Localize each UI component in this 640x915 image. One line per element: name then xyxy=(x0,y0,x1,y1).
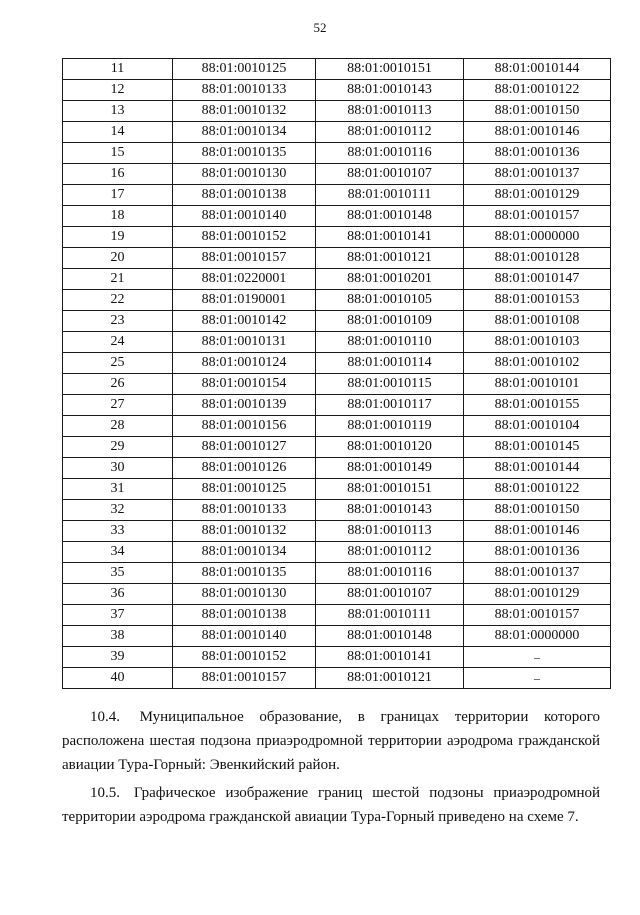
table-row xyxy=(63,269,611,290)
cadastral-number-cell: 88:01:0010136 xyxy=(464,143,611,164)
row-number-cell: 30 xyxy=(63,458,173,479)
cadastral-number-cell: 88:01:0010124 xyxy=(173,353,316,374)
row-number-cell: 29 xyxy=(63,437,173,458)
cadastral-number-cell: – xyxy=(464,668,611,689)
table-row xyxy=(63,668,611,689)
table-row xyxy=(63,59,611,80)
row-number-cell: 16 xyxy=(63,164,173,185)
cadastral-number-cell: 88:01:0010130 xyxy=(173,164,316,185)
cadastral-number-cell: 88:01:0010132 xyxy=(173,521,316,542)
cadastral-number-cell: 88:01:0010102 xyxy=(464,353,611,374)
row-number-cell: 24 xyxy=(63,332,173,353)
cadastral-number-cell: 88:01:0010157 xyxy=(464,605,611,626)
cadastral-number-cell: 88:01:0010121 xyxy=(316,668,464,689)
row-number-cell: 39 xyxy=(63,647,173,668)
row-number-cell: 27 xyxy=(63,395,173,416)
cadastral-number-cell: 88:01:0010144 xyxy=(464,458,611,479)
cadastral-number-cell: 88:01:0010157 xyxy=(173,668,316,689)
row-number-cell: 22 xyxy=(63,290,173,311)
cadastral-number-cell: 88:01:0010131 xyxy=(173,332,316,353)
cadastral-number-cell: 88:01:0010140 xyxy=(173,206,316,227)
cadastral-number-cell: 88:01:0010116 xyxy=(316,143,464,164)
table-row xyxy=(63,563,611,584)
cadastral-number-cell: 88:01:0010103 xyxy=(464,332,611,353)
cadastral-number-cell: 88:01:0010133 xyxy=(173,500,316,521)
cadastral-number-cell: 88:01:0010120 xyxy=(316,437,464,458)
row-number-cell: 38 xyxy=(63,626,173,647)
cadastral-number-cell: 88:01:0010112 xyxy=(316,542,464,563)
cadastral-number-cell: 88:01:0010148 xyxy=(316,206,464,227)
cadastral-number-cell: 88:01:0010141 xyxy=(316,647,464,668)
cadastral-number-cell: 88:01:0010144 xyxy=(464,59,611,80)
row-number-cell: 37 xyxy=(63,605,173,626)
cadastral-number-cell: 88:01:0010152 xyxy=(173,647,316,668)
row-number-cell: 21 xyxy=(63,269,173,290)
cadastral-number-cell: 88:01:0010146 xyxy=(464,521,611,542)
row-number-cell: 13 xyxy=(63,101,173,122)
cadastral-number-cell: 88:01:0010115 xyxy=(316,374,464,395)
cadastral-number-cell: 88:01:0010157 xyxy=(173,248,316,269)
cadastral-number-cell: 88:01:0010152 xyxy=(173,227,316,248)
cadastral-number-cell: 88:01:0010137 xyxy=(464,164,611,185)
cadastral-number-cell: 88:01:0010126 xyxy=(173,458,316,479)
cadastral-number-cell: 88:01:0010110 xyxy=(316,332,464,353)
cadastral-number-cell: 88:01:0010135 xyxy=(173,563,316,584)
cadastral-number-cell: 88:01:0010134 xyxy=(173,122,316,143)
cadastral-number-cell: 88:01:0010156 xyxy=(173,416,316,437)
row-number-cell: 33 xyxy=(63,521,173,542)
table-row xyxy=(63,311,611,332)
row-number-cell: 19 xyxy=(63,227,173,248)
cadastral-number-cell: 88:01:0010142 xyxy=(173,311,316,332)
table-row xyxy=(63,437,611,458)
table-row xyxy=(63,605,611,626)
row-number-cell: 12 xyxy=(63,80,173,101)
table-row xyxy=(63,290,611,311)
table-row xyxy=(63,542,611,563)
row-number-cell: 15 xyxy=(63,143,173,164)
table-row xyxy=(63,248,611,269)
paragraph-text: Графическое изображение границ шестой подзоны приаэродромной территории аэродрома гражданской авиации Тура-Горный приведено на схеме 7. xyxy=(62,785,601,825)
row-number-cell: 36 xyxy=(63,584,173,605)
row-number-cell: 18 xyxy=(63,206,173,227)
cadastral-number-cell: 88:01:0010128 xyxy=(464,248,611,269)
cadastral-number-cell: 88:01:0010147 xyxy=(464,269,611,290)
cadastral-number-cell: 88:01:0010148 xyxy=(316,626,464,647)
cadastral-number-cell: 88:01:0010141 xyxy=(316,227,464,248)
paragraph-text: Муниципальное образование, в границах территории которого расположена шестая подзона приаэродромной территории аэродрома гражданской авиации Тура-Горный: Эвенкийский район. xyxy=(62,709,600,773)
cadastral-number-cell: 88:01:0010132 xyxy=(173,101,316,122)
cadastral-number-cell: 88:01:0010143 xyxy=(316,80,464,101)
paragraph-10-5 xyxy=(62,781,600,829)
cadastral-number-cell: 88:01:0010140 xyxy=(173,626,316,647)
row-number-cell: 26 xyxy=(63,374,173,395)
table-body xyxy=(63,59,611,689)
cadastral-number-cell: 88:01:0010138 xyxy=(173,185,316,206)
table-row xyxy=(63,101,611,122)
cadastral-number-cell: 88:01:0010157 xyxy=(464,206,611,227)
cadastral-number-cell: 88:01:0010145 xyxy=(464,437,611,458)
cadastral-number-cell: 88:01:0010121 xyxy=(316,248,464,269)
cadastral-number-cell: – xyxy=(464,647,611,668)
cadastral-number-cell: 88:01:0010125 xyxy=(173,59,316,80)
table-row xyxy=(63,395,611,416)
row-number-cell: 34 xyxy=(63,542,173,563)
cadastral-number-cell: 88:01:0010153 xyxy=(464,290,611,311)
cadastral-number-cell: 88:01:0010136 xyxy=(464,542,611,563)
cadastral-number-cell: 88:01:0010107 xyxy=(316,164,464,185)
cadastral-number-cell: 88:01:0010127 xyxy=(173,437,316,458)
row-number-cell: 17 xyxy=(63,185,173,206)
cadastral-number-cell: 88:01:0010111 xyxy=(316,605,464,626)
page-number: 52 xyxy=(313,20,327,35)
row-number-cell: 20 xyxy=(63,248,173,269)
cadastral-number-cell: 88:01:0010201 xyxy=(316,269,464,290)
cadastral-number-cell: 88:01:0010149 xyxy=(316,458,464,479)
cadastral-number-cell: 88:01:0010122 xyxy=(464,80,611,101)
table-row xyxy=(63,206,611,227)
cadastral-number-cell: 88:01:0010154 xyxy=(173,374,316,395)
row-number-cell: 32 xyxy=(63,500,173,521)
table-row xyxy=(63,500,611,521)
cadastral-number-cell: 88:01:0010116 xyxy=(316,563,464,584)
cadastral-number-cell: 88:01:0000000 xyxy=(464,626,611,647)
cadastral-number-cell: 88:01:0010129 xyxy=(464,185,611,206)
cadastral-number-cell: 88:01:0220001 xyxy=(173,269,316,290)
row-number-cell: 40 xyxy=(63,668,173,689)
table-row xyxy=(63,647,611,668)
cadastral-number-cell: 88:01:0010143 xyxy=(316,500,464,521)
cadastral-number-cell: 88:01:0010151 xyxy=(316,59,464,80)
cadastral-number-cell: 88:01:0010111 xyxy=(316,185,464,206)
cadastral-number-cell: 88:01:0010122 xyxy=(464,479,611,500)
row-number-cell: 35 xyxy=(63,563,173,584)
cadastral-number-cell: 88:01:0010129 xyxy=(464,584,611,605)
table-row xyxy=(63,353,611,374)
cadastral-number-cell: 88:01:0010112 xyxy=(316,122,464,143)
paragraph-number: 10.4. xyxy=(90,709,120,725)
table-row xyxy=(63,143,611,164)
row-number-cell: 11 xyxy=(63,59,173,80)
paragraph-number: 10.5. xyxy=(90,785,120,801)
cadastral-number-cell: 88:01:0010113 xyxy=(316,101,464,122)
table-row xyxy=(63,332,611,353)
cadastral-number-cell: 88:01:0010155 xyxy=(464,395,611,416)
cadastral-number-cell: 88:01:0010130 xyxy=(173,584,316,605)
cadastral-number-cell: 88:01:0010137 xyxy=(464,563,611,584)
cadastral-number-cell: 88:01:0010135 xyxy=(173,143,316,164)
table-row xyxy=(63,185,611,206)
table-row xyxy=(63,521,611,542)
cadastral-number-cell: 88:01:0010101 xyxy=(464,374,611,395)
cadastral-number-cell: 88:01:0010139 xyxy=(173,395,316,416)
row-number-cell: 31 xyxy=(63,479,173,500)
cadastral-number-cell: 88:01:0190001 xyxy=(173,290,316,311)
paragraph-10-4 xyxy=(62,705,600,777)
cadastral-number-cell: 88:01:0010117 xyxy=(316,395,464,416)
cadastral-number-cell: 88:01:0010125 xyxy=(173,479,316,500)
cadastral-number-cell: 88:01:0010151 xyxy=(316,479,464,500)
cadastral-number-cell: 88:01:0010138 xyxy=(173,605,316,626)
cadastral-number-cell: 88:01:0010105 xyxy=(316,290,464,311)
cadastral-number-cell: 88:01:0000000 xyxy=(464,227,611,248)
row-number-cell: 28 xyxy=(63,416,173,437)
row-number-cell: 25 xyxy=(63,353,173,374)
cadastral-number-cell: 88:01:0010113 xyxy=(316,521,464,542)
table-row xyxy=(63,164,611,185)
table-row xyxy=(63,479,611,500)
table-row xyxy=(63,416,611,437)
table-row xyxy=(63,458,611,479)
table-row xyxy=(63,227,611,248)
cadastral-number-cell: 88:01:0010107 xyxy=(316,584,464,605)
cadastral-number-cell: 88:01:0010133 xyxy=(173,80,316,101)
table-row xyxy=(63,584,611,605)
cadastral-number-cell: 88:01:0010109 xyxy=(316,311,464,332)
table-row xyxy=(63,122,611,143)
cadastral-number-cell: 88:01:0010150 xyxy=(464,500,611,521)
row-number-cell: 23 xyxy=(63,311,173,332)
cadastral-number-cell: 88:01:0010150 xyxy=(464,101,611,122)
table-row xyxy=(63,374,611,395)
cadastral-number-cell: 88:01:0010104 xyxy=(464,416,611,437)
table-row xyxy=(63,80,611,101)
cadastral-table xyxy=(62,58,611,689)
cadastral-number-cell: 88:01:0010134 xyxy=(173,542,316,563)
cadastral-number-cell: 88:01:0010119 xyxy=(316,416,464,437)
row-number-cell: 14 xyxy=(63,122,173,143)
cadastral-number-cell: 88:01:0010114 xyxy=(316,353,464,374)
cadastral-number-cell: 88:01:0010146 xyxy=(464,122,611,143)
table-row xyxy=(63,626,611,647)
cadastral-number-cell: 88:01:0010108 xyxy=(464,311,611,332)
